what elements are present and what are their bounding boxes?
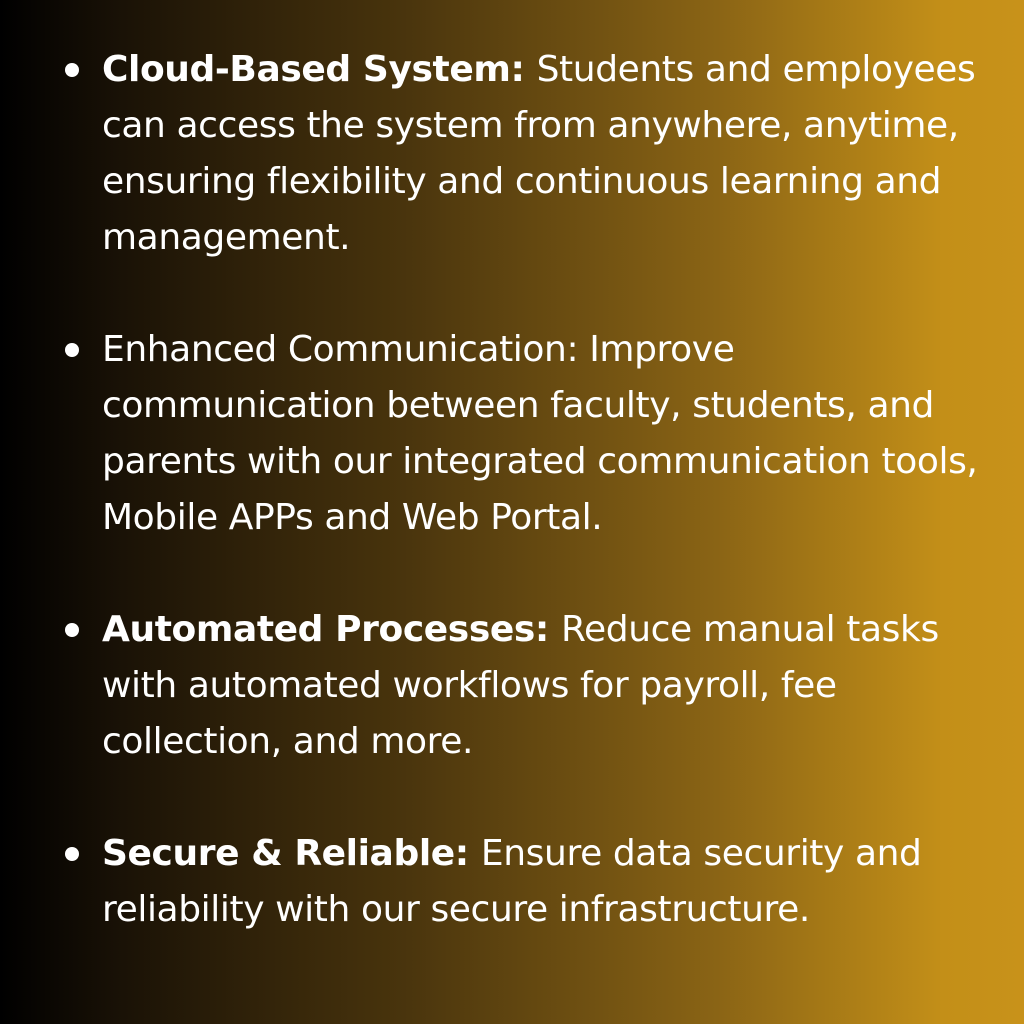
feature-heading: Cloud-Based System: xyxy=(102,49,537,90)
feature-description: Ensure data security and reliability with our secure infrastructure. xyxy=(102,833,922,930)
feature-item-cloud xyxy=(62,42,992,266)
feature-heading: Secure & Reliable: xyxy=(102,833,481,874)
feature-list xyxy=(62,42,992,938)
feature-item-automation xyxy=(62,602,992,770)
bullet-icon xyxy=(65,623,79,637)
feature-description: Students and employees can access the system from anywhere, anytime, ensuring flexibility and continuous learning and management. xyxy=(102,49,976,258)
bullet-icon xyxy=(65,847,79,861)
feature-item-security xyxy=(62,826,992,938)
feature-item-communication xyxy=(62,322,992,546)
bullet-icon xyxy=(65,343,79,357)
feature-heading: Automated Processes: xyxy=(102,609,562,650)
feature-description: Enhanced Communication: Improve communication between faculty, students, and parents with our integrated communication tools, Mobile APPs and Web Portal. xyxy=(102,329,978,538)
feature-description: Reduce manual tasks with automated workflows for payroll, fee collection, and more. xyxy=(102,609,939,762)
bullet-icon xyxy=(65,63,79,77)
